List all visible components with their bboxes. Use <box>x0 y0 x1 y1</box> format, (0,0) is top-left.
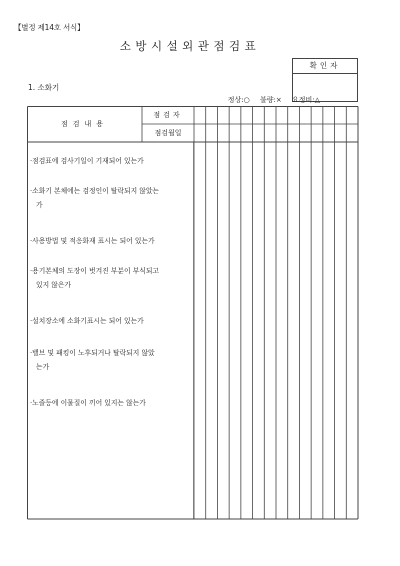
check-item <box>30 154 192 168</box>
check-item-line: 있지 않은가 <box>36 281 71 289</box>
check-item-line: ·점검표에 검사기일이 기재되어 있는가 <box>30 157 144 165</box>
header-inspector: 점검자 <box>153 111 183 119</box>
legend <box>220 95 320 105</box>
form-title: 소방시설외관점검표 <box>119 39 261 53</box>
check-item <box>30 396 192 410</box>
check-item <box>30 346 192 374</box>
legend-repair: 요정비:△ <box>291 96 320 104</box>
check-item-line: ·노즐등에 이물질이 끼어 있지는 않는가 <box>30 399 146 407</box>
inspection-table <box>27 106 359 520</box>
table-grid-lines <box>27 106 359 520</box>
check-item-line: ·소화기 본체에는 검정인이 탈락되지 않았는 <box>30 187 159 195</box>
check-item-line: ·설치장소에 소화기표시는 되어 있는가 <box>30 317 144 325</box>
check-item <box>30 264 192 292</box>
header-content: 점검내용 <box>60 120 109 128</box>
check-item <box>30 184 192 212</box>
check-item-line: 는가 <box>36 363 50 371</box>
check-item <box>30 234 192 248</box>
check-item-line: ·사용방법 및 적응화재 표시는 되어 있는가 <box>30 237 155 245</box>
form-number: 【별정 제14호 서식】 <box>14 23 85 32</box>
header-date: 점검월일 <box>154 129 182 137</box>
legend-normal: 정상:○ <box>227 96 250 104</box>
check-item-line: ·밸브 및 패킹이 노후되거나 탈락되지 않았 <box>30 349 155 357</box>
confirm-label: 확인자 <box>293 59 357 74</box>
legend-bad: 불량:× <box>259 96 282 104</box>
check-item-line: ·용기본체의 도장이 벗겨진 부분이 부식되고 <box>30 267 159 275</box>
check-item <box>30 314 192 328</box>
section-title: 1. 소화기 <box>28 83 60 92</box>
check-item-line: 가 <box>36 201 43 209</box>
